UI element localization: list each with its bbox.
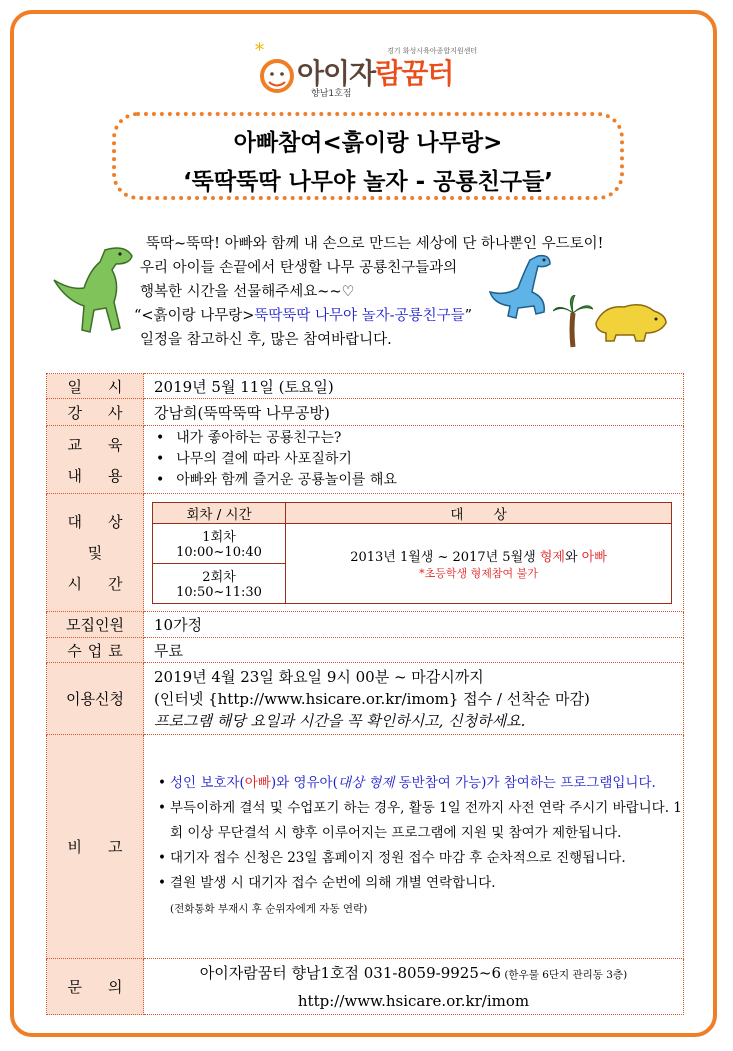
target-who-a: 2013년 1월생 ~ 2017년 5월생 — [350, 549, 540, 565]
intro-line4-c: ” — [464, 308, 473, 324]
label-target-2: 및 — [87, 544, 103, 562]
label-target-3: 시간 — [67, 575, 149, 593]
label-content-1: 교육 — [67, 435, 149, 454]
label-remarks-text: 비고 — [67, 838, 149, 856]
row-fee — [47, 638, 684, 663]
session-2-title: 2회차 — [202, 570, 236, 585]
list-item: • 나무의 결에 따라 사포질하기 — [156, 449, 683, 470]
row-content — [47, 426, 684, 494]
title-line1: 아빠참여<흙이랑 나무랑> — [233, 130, 503, 156]
label-instructor — [47, 399, 149, 426]
contact-url[interactable]: http://www.hsicare.or.kr/imom — [297, 991, 530, 1010]
intro-line4 — [134, 304, 680, 328]
value-fee: 무료 — [144, 638, 684, 663]
intro-line1: 뚝딱~뚝딱! 아빠와 함께 내 손으로 만드는 세상에 단 하나뿐인 우드토이! — [146, 236, 604, 252]
target-cell — [286, 523, 672, 603]
label-content — [47, 426, 149, 494]
label-remarks — [47, 735, 149, 959]
remark1-d: 대상 형제 — [337, 775, 395, 791]
row-recruit — [47, 612, 684, 638]
row-date — [47, 374, 684, 399]
list-item: • 대기자 접수 신청은 23일 홈페이지 정원 접수 마감 후 순차적으로 진행됩니다. — [158, 846, 683, 871]
label-fee — [47, 638, 144, 663]
intro-line5: 일정을 참고하신 후, 많은 참여바랍니다. — [140, 332, 392, 348]
schedule-table — [152, 502, 672, 604]
intro-line3: 행복한 시간을 선물해주세요~~♡ — [140, 284, 355, 300]
list-item — [158, 871, 683, 922]
session-1-title: 1회차 — [202, 530, 236, 545]
title-box — [112, 112, 624, 200]
label-apply: 이용신청 — [47, 663, 144, 735]
logo-branch: 향남1호점 — [311, 89, 352, 99]
contact-line1 — [144, 960, 683, 988]
remark1-e: 동반참여 가능)가 참여하는 프로그램입니다. — [394, 775, 656, 791]
row-instructor — [47, 399, 684, 426]
contact-main: 아이자람꿈터 향남1호점 031-8059-9925~6 — [199, 963, 501, 982]
row-contact — [47, 959, 684, 1015]
intro-line2: 우리 아이들 손끝에서 탄생할 나무 공룡친구들과의 — [140, 260, 458, 276]
value-recruit: 10가정 — [144, 612, 684, 638]
svg-text:*: * — [255, 42, 264, 61]
value-instructor: 강남희(뚝딱뚝딱 나무공방) — [144, 399, 684, 426]
schedule-header-target-text: 대 상 — [450, 506, 520, 523]
remark1-b: 아빠 — [244, 775, 271, 791]
remark4-sub: (전화통화 부재시 후 순위자에게 자동 연락) — [170, 903, 368, 915]
target-who — [286, 546, 671, 565]
contact-address: (한우물 6단지 관리동 3층) — [501, 968, 628, 981]
label-instructor-text: 강사 — [67, 403, 149, 422]
info-table — [46, 373, 684, 1015]
apply-line1: 2019년 4월 23일 화요일 9시 00분 ~ 마감시까지 — [154, 667, 484, 686]
apply-line2: (인터넷 {http://www.hsicare.or.kr/imom} 접수 / 선착순 마감) — [154, 689, 590, 708]
session-2 — [153, 563, 286, 603]
title-line2: ‘뚝딱뚝딱 나무야 놀자 - 공룡친구들’ — [182, 169, 554, 195]
label-target-1: 대상 — [67, 513, 149, 531]
target-who-c: 와 — [564, 549, 582, 565]
session-1-time: 10:00~10:40 — [176, 545, 262, 560]
row-remarks — [47, 735, 684, 959]
label-fee-text: 수업료 — [67, 641, 129, 660]
target-who-b: 형제 — [539, 549, 565, 565]
label-contact — [47, 959, 149, 1015]
list-item: • 부득이하게 결석 및 수업포기 하는 경우, 활동 1일 전까지 사전 연락 주시기 바랍니다. 1회 이상 무단결석 시 향후 이루어지는 프로그램에 지원 및 참여가 제한됩니다. — [158, 796, 683, 846]
center-logo — [255, 42, 495, 102]
intro-line4-a: “<흙이랑 나무랑> — [134, 308, 255, 324]
logo-brand-a: 아이자 — [297, 57, 376, 90]
session-2-time: 10:50~11:30 — [176, 585, 262, 600]
list-item — [158, 771, 683, 796]
list-item: • 내가 좋아하는 공룡친구는? — [156, 428, 683, 449]
label-date-text: 일시 — [67, 377, 149, 396]
row-apply — [47, 663, 684, 735]
value-remarks — [144, 735, 684, 959]
session-1 — [153, 523, 286, 563]
label-contact-text: 문의 — [67, 978, 149, 996]
intro-line4-b: 뚝딱뚝딱 나무야 놀자-공룡친구들 — [254, 308, 465, 324]
remark1-a: 성인 보호자( — [170, 775, 245, 791]
content-list — [144, 428, 683, 491]
row-target — [47, 494, 684, 612]
remark4: 결원 발생 시 대기자 접수 순번에 의해 개별 연락합니다. — [170, 875, 496, 891]
value-date: 2019년 5월 11일 (토요일) — [144, 374, 684, 399]
target-who-d: 아빠 — [581, 549, 607, 565]
value-content — [144, 426, 684, 494]
label-recruit: 모집인원 — [47, 612, 144, 638]
target-note: *초등학생 형제참여 불가 — [419, 566, 538, 580]
remarks-list — [144, 771, 683, 922]
logo-brand-b: 람꿈터 — [375, 57, 454, 90]
label-target — [47, 494, 149, 612]
schedule-header-target — [286, 502, 672, 523]
list-item: • 아빠와 함께 즐거운 공룡놀이를 해요 — [156, 470, 683, 491]
trex-dinosaur-icon — [50, 240, 140, 340]
label-content-2: 내용 — [67, 466, 149, 485]
apply-line3: 프로그램 해당 요일과 시간을 꼭 확인하시고, 신청하세요. — [154, 711, 526, 730]
schedule-header-session: 회차 / 시간 — [153, 502, 286, 523]
label-date — [47, 374, 149, 399]
value-target — [144, 494, 684, 612]
remark1-c: )와 영유아( — [270, 775, 338, 791]
value-apply — [144, 663, 684, 735]
value-contact — [144, 959, 684, 1015]
logo-org: 경기 화성시육아종합지원센터 — [387, 47, 478, 55]
intro-text — [134, 232, 680, 352]
